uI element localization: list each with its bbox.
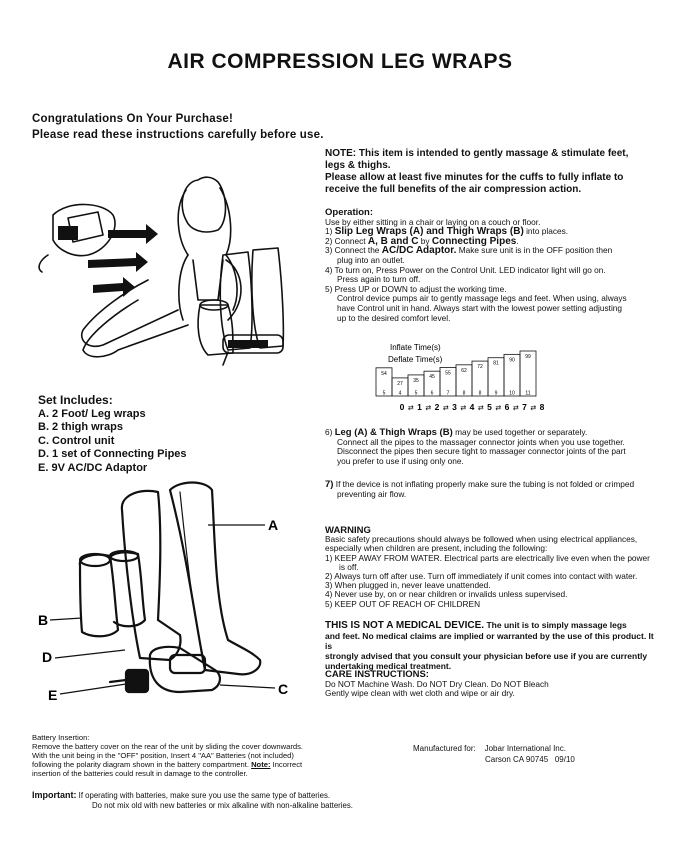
- part-label-c: C: [278, 681, 289, 697]
- battery-text: insertion of the batteries could result in damage to the controller.: [32, 769, 248, 778]
- inflate-value: 54: [381, 370, 387, 377]
- manufacturer-block: [413, 743, 575, 765]
- inflate-value: 62: [461, 367, 467, 374]
- deflate-value: 7: [446, 390, 450, 397]
- set-item: D. 1 set of Connecting Pipes: [38, 448, 187, 460]
- inflate-value: 90: [509, 357, 515, 364]
- not-medical-text: and feet. No medical claims are implied or warranted by the use of this product. It is: [325, 631, 654, 651]
- battery-note-label: Note:: [251, 760, 271, 769]
- step-bold: A, B and C: [367, 235, 419, 247]
- step-number: 7): [325, 479, 334, 491]
- operation-step-5: 5) Press UP or DOWN to adjust the working time.: [325, 283, 507, 294]
- deflate-value: 6: [430, 390, 434, 397]
- deflate-value: 9: [494, 390, 498, 397]
- step-bold: Connecting Pipes: [431, 235, 517, 247]
- level-arrow-icon: ⇄: [477, 404, 484, 412]
- part-label-a: A: [268, 517, 279, 533]
- level-arrow-icon: ⇄: [425, 404, 432, 412]
- step-continuation: Disconnect the pipes then secure tight to massager connector joints of the part: [337, 446, 626, 457]
- manufacturer-name: Jobar International Inc.: [484, 744, 566, 753]
- warning-item: 1) KEEP AWAY FROM WATER. Electrical parts are electrically live even when the power: [325, 552, 650, 563]
- level-arrow-icon: ⇄: [407, 404, 414, 412]
- deflate-value: 11: [525, 390, 531, 397]
- battery-text: Remove the battery cover on the rear of the unit by sliding the cover downwards.: [32, 742, 303, 751]
- intro-block: [32, 111, 324, 143]
- level-arrow-icon: ⇄: [442, 404, 449, 412]
- warning-item-continuation: is off.: [339, 561, 359, 572]
- read-instructions-line: Please read these instructions carefully before use.: [32, 129, 324, 141]
- step-continuation: up to the desired comfort level.: [337, 312, 451, 323]
- parts-diagram-illustration: [30, 470, 320, 720]
- deflate-value: 5: [414, 390, 418, 397]
- step-bold: Leg (A) & Thigh Wraps (B): [334, 427, 453, 438]
- battery-text: With the unit being in the "OFF" position, Insert 4 "AA" Batteries (not included): [32, 751, 294, 760]
- part-label-b: B: [38, 612, 49, 628]
- warning-text: especially when children are present, including the following:: [325, 543, 548, 554]
- warning-section: [325, 526, 655, 609]
- step-continuation: preventing air flow.: [337, 488, 407, 499]
- operation-section: [325, 208, 650, 323]
- warning-item: 3) When plugged in, never leave unattended.: [325, 580, 491, 591]
- important-line: [32, 791, 412, 801]
- step-text: Make sure unit is in the OFF position then: [458, 245, 613, 256]
- warning-item: 4) Never use by, on or near children or invalids unless supervised.: [325, 589, 568, 600]
- note-line: Please allow at least five minutes for the cuffs to fully inflate to: [325, 172, 624, 183]
- level-number: 4: [469, 402, 475, 412]
- operation-step-4: 4) To turn on, Press Power on the Control Unit. LED indicator light will go on.: [325, 264, 606, 275]
- level-number: 3: [452, 402, 457, 412]
- care-text: Do NOT Machine Wash. Do NOT Dry Clean. Do NOT Bleach: [325, 678, 549, 689]
- step-continuation: plug into an outlet.: [337, 254, 405, 265]
- battery-text-part: Incorrect: [270, 760, 303, 769]
- inflate-value: 99: [525, 354, 531, 360]
- level-arrow-icon: ⇄: [495, 404, 502, 412]
- level-number: 5: [487, 402, 492, 412]
- battery-text-part: following the polarity diagram shown in the battery compartment.: [32, 760, 249, 769]
- level-number: 1: [417, 402, 422, 412]
- level-arrow-icon: ⇄: [512, 404, 519, 412]
- level-number: 8: [539, 402, 545, 412]
- inflate-value: 72: [477, 364, 483, 371]
- step-text: .: [516, 235, 519, 246]
- important-text: If operating with batteries, make sure you use the same type of batteries.: [78, 791, 331, 800]
- care-heading: CARE INSTRUCTIONS:: [325, 669, 429, 680]
- important-text: Do not mix old with new batteries or mix alkaline with non-alkaline batteries.: [92, 800, 353, 810]
- inflate-label: Inflate Time(s): [390, 343, 441, 352]
- part-label-e: E: [48, 687, 58, 703]
- manufacturer-address-line: [413, 754, 575, 765]
- step-number: 2) Connect: [325, 235, 366, 246]
- step-number: 6): [325, 427, 333, 437]
- level-number: 6: [504, 402, 510, 412]
- manufacturer-date: 09/10: [554, 755, 575, 764]
- not-medical-text: The unit is to simply massage legs: [486, 620, 627, 630]
- not-medical-text: strongly advised that you consult your physician before use if you are currently: [325, 651, 648, 661]
- congrats-line: Congratulations On Your Purchase!: [32, 113, 234, 125]
- step-text: If the device is not inflating properly make sure the tubing is not folded or crimped: [335, 479, 635, 490]
- step-text: may be used together or separately.: [455, 427, 588, 437]
- care-instructions-section: [325, 670, 655, 699]
- inflate-value: 45: [429, 374, 435, 381]
- step-continuation: Control device pumps air to gently massage legs and feet. When using, always: [337, 293, 627, 304]
- set-includes-heading: Set Includes:: [38, 393, 113, 407]
- manufacturer-line: [413, 743, 575, 754]
- step-continuation: have Control unit in hand. Always start with the lowest power setting adjusting: [337, 302, 623, 313]
- warning-item: 2) Always turn off after use. Turn off immediately if unit comes into contact with water.: [325, 571, 638, 582]
- set-item: B. 2 thigh wraps: [38, 421, 123, 433]
- step-number: 1): [325, 226, 333, 237]
- set-item: E. 9V AC/DC Adaptor: [38, 461, 148, 474]
- warning-heading: WARNING: [325, 525, 371, 536]
- manufacturer-label: Manufactured for:: [413, 744, 476, 753]
- operation-intro: Use by either sitting in a chair or laying on a couch or floor.: [325, 216, 541, 227]
- deflate-label: Deflate Time(s): [388, 355, 443, 364]
- set-item: C. Control unit: [38, 434, 115, 447]
- step-continuation: Press again to turn off.: [337, 274, 421, 285]
- not-medical-text: undertaking medical treatment.: [325, 661, 452, 671]
- note-block: [325, 148, 645, 196]
- step-text: into places.: [526, 226, 569, 237]
- step-continuation: you prefer to use if using only one.: [337, 455, 464, 466]
- deflate-value: 4: [398, 390, 402, 397]
- set-item: A. 2 Foot/ Leg wraps: [38, 407, 146, 420]
- inflate-value: 35: [413, 377, 419, 384]
- important-label: Important:: [32, 790, 77, 800]
- warning-text: Basic safety precautions should always be followed when using electrical appliances,: [325, 534, 638, 545]
- not-medical-device-section: [325, 620, 655, 671]
- level-arrow-icon: ⇄: [460, 404, 467, 412]
- level-number: 2: [434, 402, 440, 412]
- inflate-value: 27: [397, 380, 403, 387]
- inflate-value: 55: [445, 370, 451, 377]
- step-6-7-section: [325, 428, 655, 500]
- battery-heading: Battery Insertion:: [32, 733, 90, 742]
- level-arrow-icon: ⇄: [530, 404, 537, 412]
- set-includes-section: [38, 394, 187, 475]
- document-title: AIR COMPRESSION LEG WRAPS: [167, 50, 513, 73]
- deflate-value: 8: [462, 390, 466, 397]
- care-text: Gently wipe clean with wet cloth and wipe or air dry.: [325, 688, 515, 699]
- operation-heading: Operation:: [325, 207, 374, 218]
- deflate-value: 8: [478, 390, 482, 397]
- step-bold: Slip Leg Wraps (A) and Thigh Wraps (B): [334, 226, 524, 238]
- inflate-value: 81: [493, 360, 499, 367]
- level-number: 0: [399, 402, 405, 412]
- part-label-d: D: [42, 649, 53, 665]
- step-continuation: Connect all the pipes to the massager connector joints when you use together.: [337, 436, 625, 447]
- step-bold: AC/DC Adaptor.: [381, 245, 457, 257]
- important-section: [32, 791, 412, 810]
- note-line: NOTE: This item is intended to gently massage & stimulate feet,: [325, 148, 629, 159]
- note-line: legs & thighs.: [325, 160, 391, 171]
- level-number: 7: [522, 402, 527, 412]
- step-text: by: [420, 235, 430, 246]
- warning-item: 5) KEEP OUT OF REACH OF CHILDREN: [325, 598, 481, 609]
- battery-insertion-section: [32, 733, 332, 778]
- deflate-value: 10: [509, 390, 515, 397]
- battery-text: [32, 760, 332, 769]
- deflate-value: 5: [382, 390, 386, 397]
- not-medical-heading: THIS IS NOT A MEDICAL DEVICE.: [325, 620, 485, 631]
- inflate-deflate-time-chart: [370, 340, 570, 415]
- not-medical-line: [325, 620, 655, 631]
- step-number: 3) Connect the: [325, 245, 380, 256]
- manufacturer-city: Carson CA 90745: [485, 755, 549, 764]
- woman-using-leg-wraps-illustration: [28, 160, 318, 385]
- note-line: receive the full benefits of the air compression action.: [325, 184, 582, 195]
